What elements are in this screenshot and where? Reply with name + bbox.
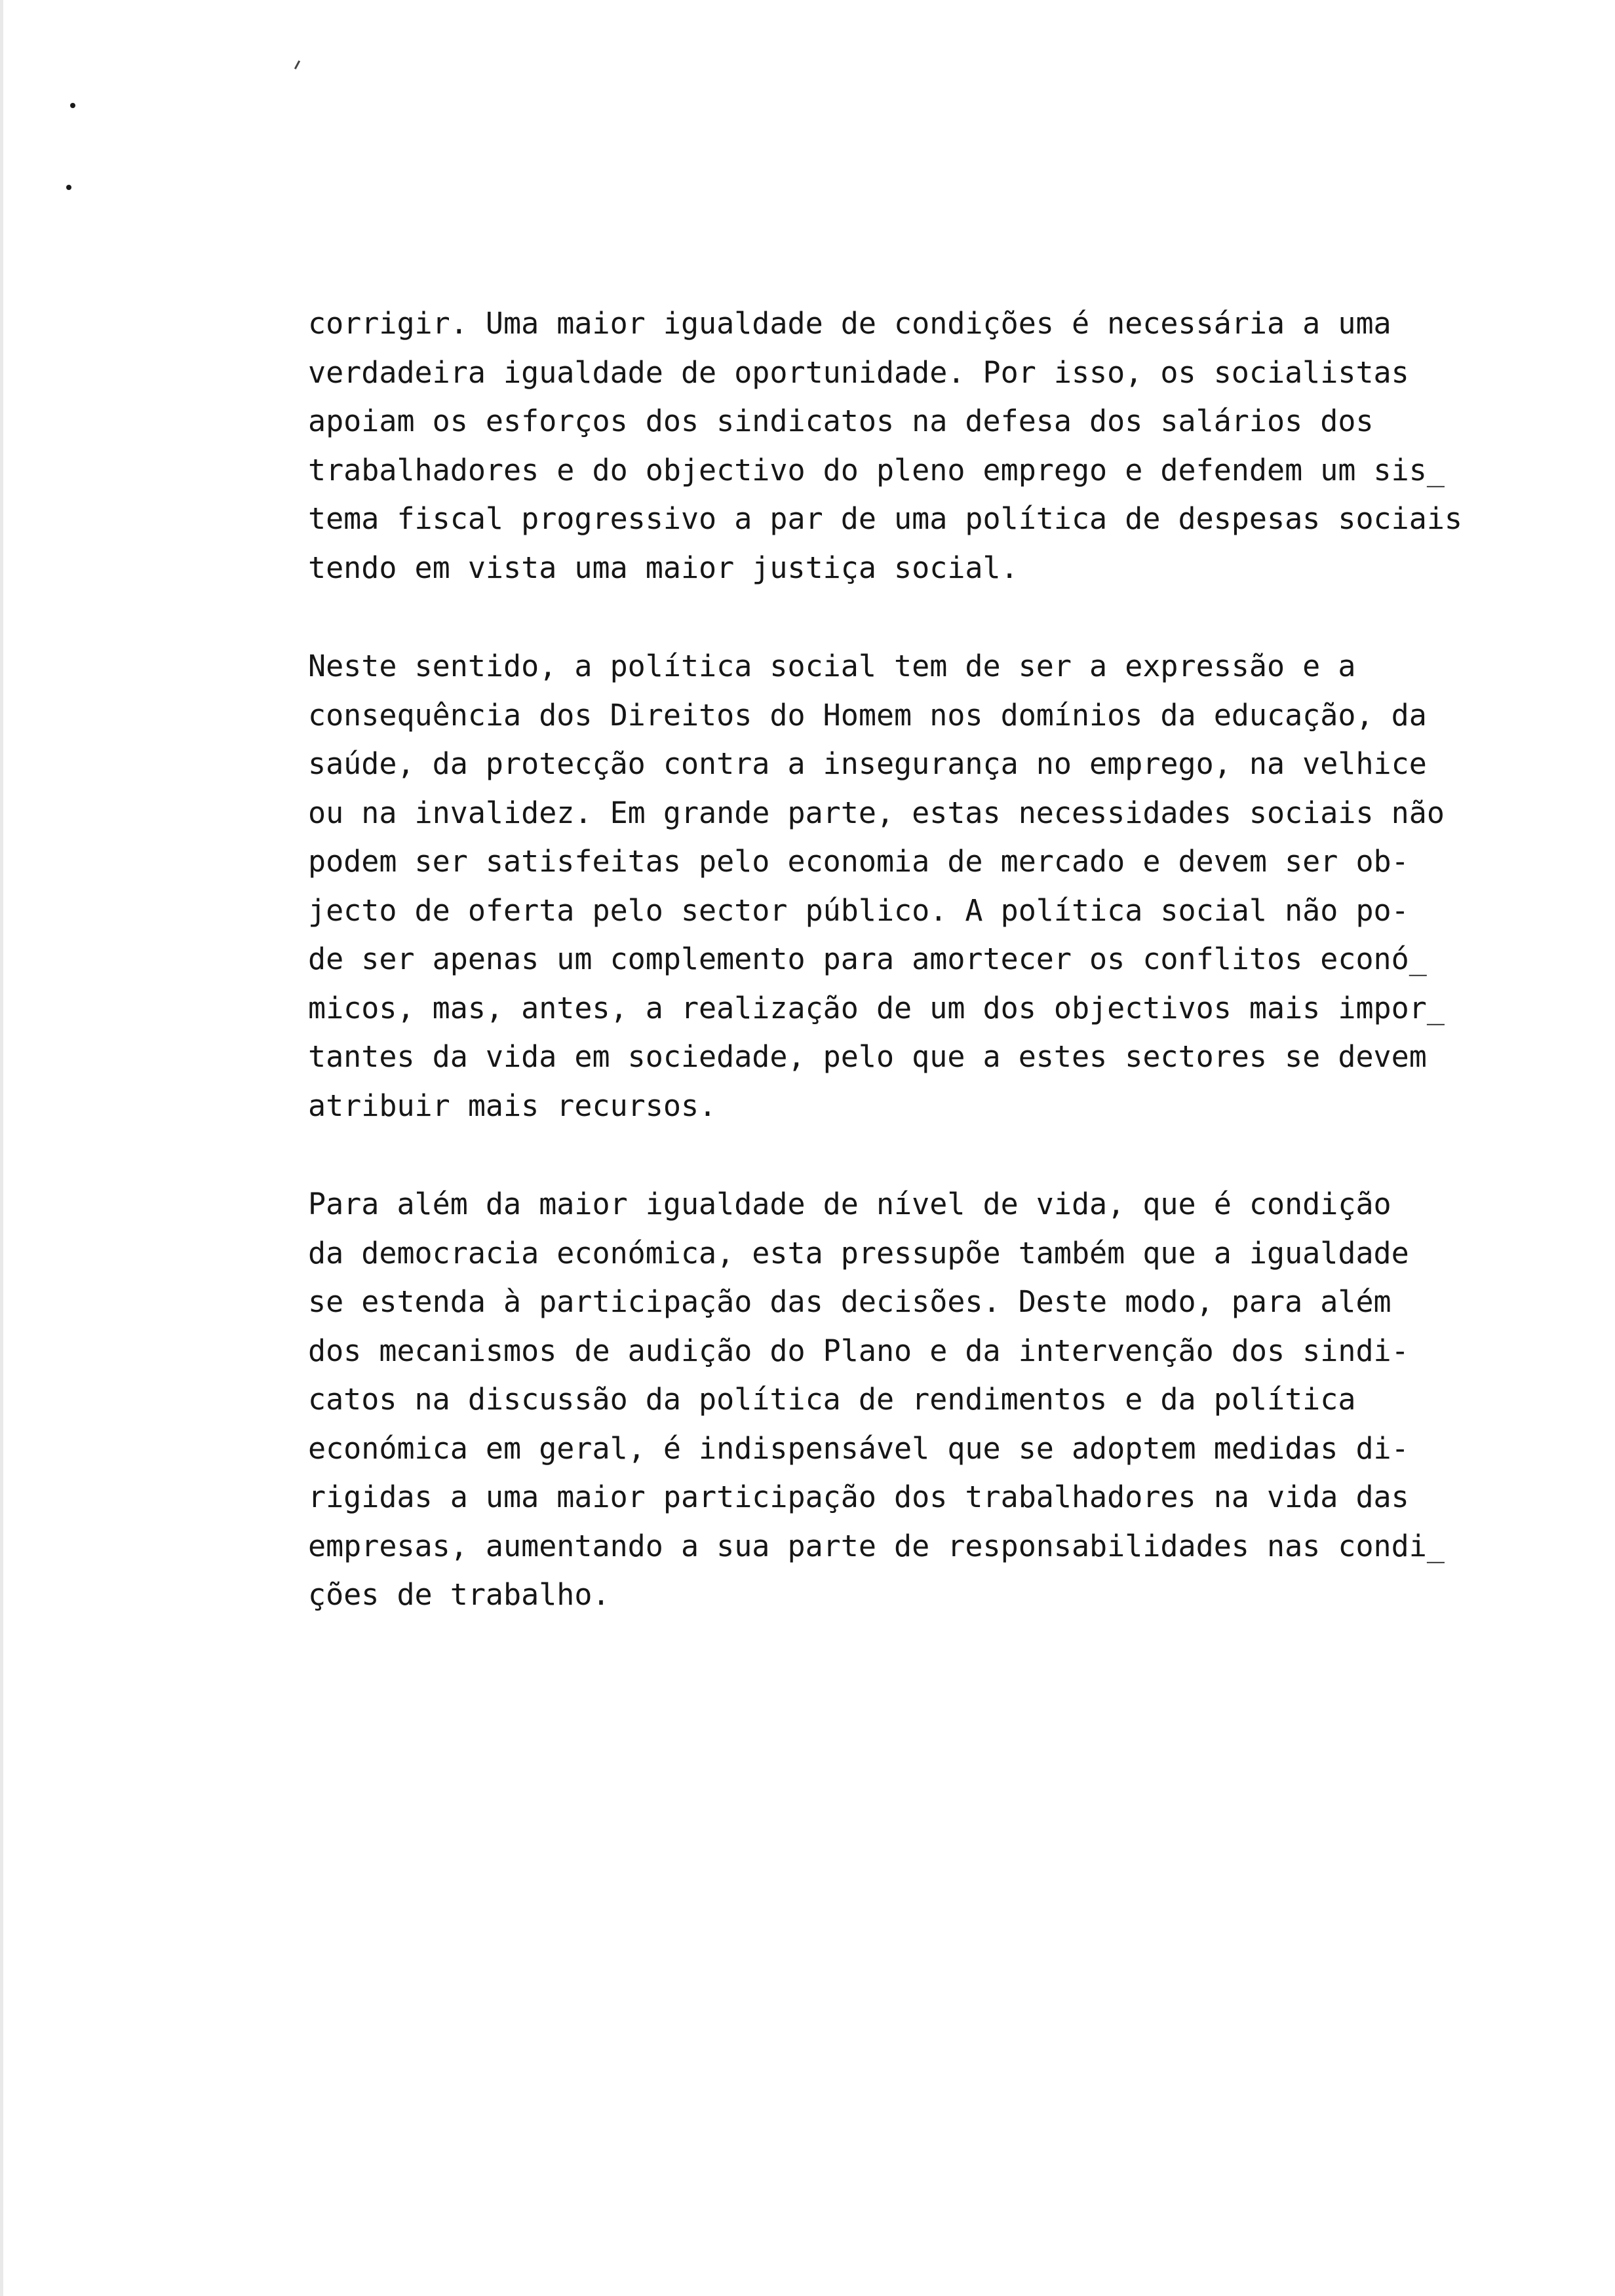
- scan-edge: [0, 0, 3, 2296]
- text-line: rigidas a uma maior participação dos trabalhadores na vida das: [308, 1480, 1409, 1514]
- text-line: saúde, da protecção contra a insegurança no emprego, na velhice: [308, 746, 1427, 781]
- text-line: jecto de oferta pelo sector público. A política social não po-: [308, 892, 1409, 928]
- text-line: económica em geral, é indispensável que se adoptem medidas di-: [308, 1430, 1409, 1466]
- paragraph-1: [308, 299, 1593, 592]
- text-line: apoiam os esforços dos sindicatos na defesa dos salários dos: [308, 404, 1374, 438]
- paragraph-2: [308, 642, 1593, 1130]
- text-line: verdadeira igualdade de oportunidade. Por isso, os socialistas: [308, 354, 1409, 390]
- margin-mark: [70, 103, 75, 108]
- text-line: atribuir mais recursos.: [308, 1088, 717, 1123]
- text-line: catos na discussão da política de rendimentos e da política: [308, 1382, 1356, 1417]
- text-line: corrigir. Uma maior igualdade de condições é necessária a uma: [308, 306, 1391, 341]
- text-line: tendo em vista uma maior justiça social.: [308, 550, 1019, 585]
- paragraph-3: [308, 1180, 1593, 1620]
- text-line: da democracia económica, esta pressupõe também que a igualdade: [308, 1235, 1409, 1271]
- stray-mark: [294, 60, 300, 69]
- text-line: podem ser satisfeitas pelo economia de mercado e devem ser ob-: [308, 844, 1409, 879]
- text-line: dos mecanismos de audição do Plano e da intervenção dos sindi-: [308, 1333, 1409, 1368]
- text-line: micos, mas, antes, a realização de um dos objectivos mais impor_: [308, 990, 1445, 1025]
- text-line: se estenda à participação das decisões. Deste modo, para além: [308, 1284, 1391, 1319]
- text-line: consequência dos Direitos do Homem nos domínios da educação, da: [308, 697, 1427, 733]
- text-line: Para além da maior igualdade de nível de vida, que é condição: [308, 1187, 1391, 1221]
- text-line: Neste sentido, a política social tem de ser a expressão e a: [308, 649, 1356, 683]
- text-line: trabalhadores e do objectivo do pleno emprego e defendem um sis_: [308, 452, 1445, 488]
- margin-mark: [66, 185, 71, 190]
- document-body: [308, 299, 1593, 1670]
- text-line: empresas, aumentando a sua parte de responsabilidades nas condi_: [308, 1528, 1445, 1563]
- text-line: ções de trabalho.: [308, 1577, 610, 1612]
- text-line: ou na invalidez. Em grande parte, estas necessidades sociais não: [308, 795, 1445, 830]
- text-line: de ser apenas um complemento para amortecer os conflitos econó_: [308, 942, 1427, 976]
- text-line: tema fiscal progressivo a par de uma política de despesas sociais: [308, 501, 1462, 536]
- text-line: tantes da vida em sociedade, pelo que a estes sectores se devem: [308, 1039, 1427, 1074]
